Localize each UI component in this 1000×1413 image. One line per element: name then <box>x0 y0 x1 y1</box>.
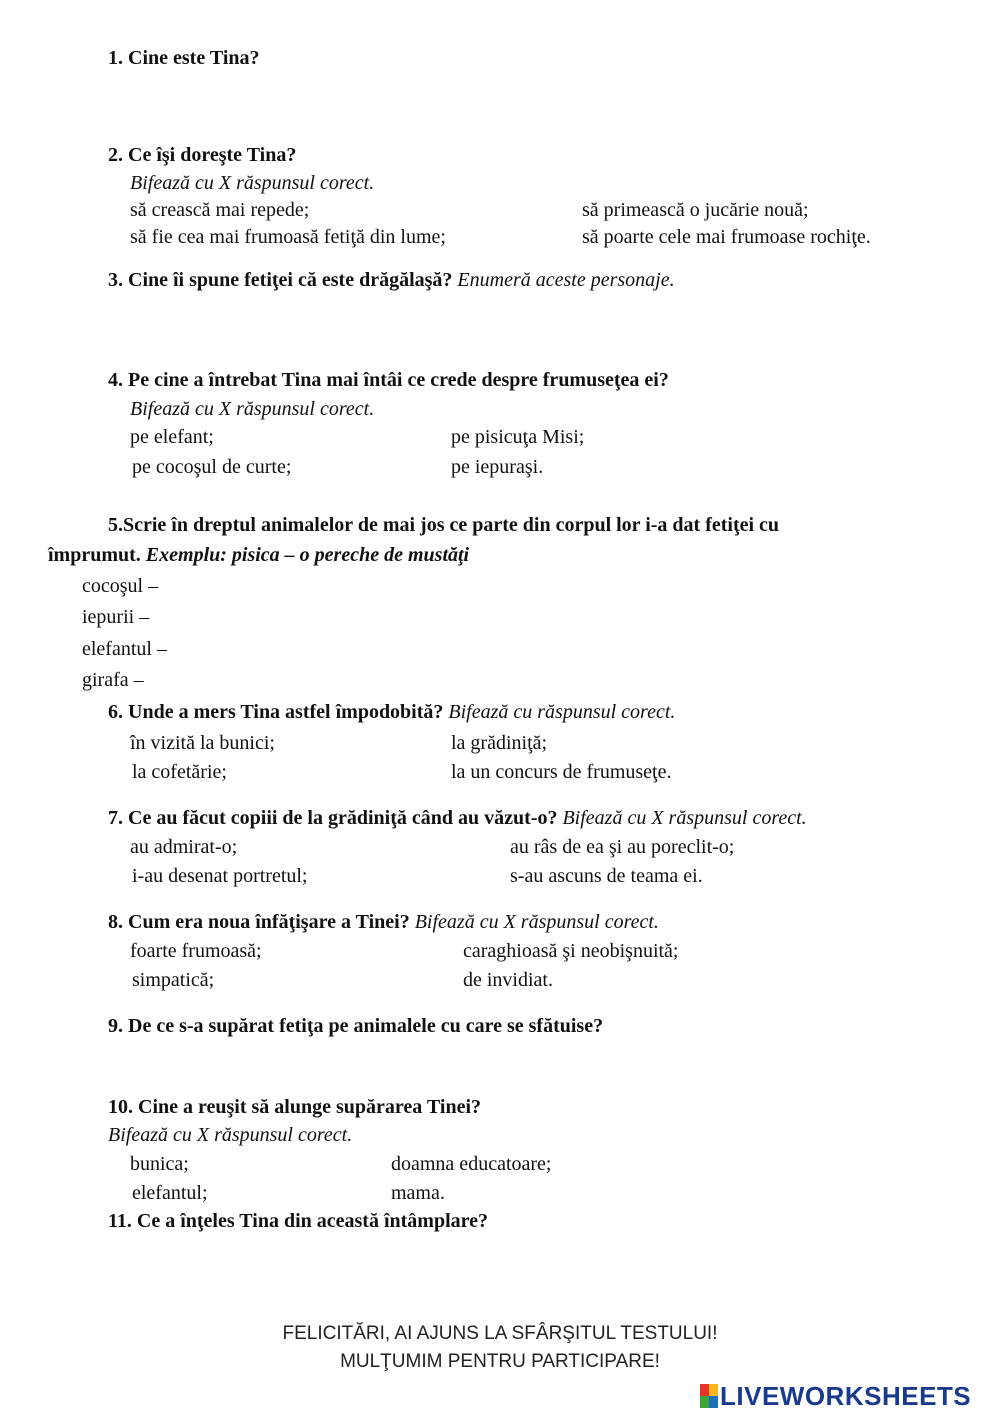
footer-congratulations: FELICITĂRI, AI AJUNS LA SFÂRŞITUL TESTULUI! <box>282 1323 718 1344</box>
question-4-instruction: Bifează cu X răspunsul corect. <box>130 398 375 420</box>
question-2-title: 2. Ce îşi doreşte Tina? <box>108 144 297 166</box>
question-10-option-2[interactable]: doamna educatoare; <box>391 1153 552 1175</box>
question-4-option-3[interactable]: pe cocoşul de curte; <box>132 456 292 478</box>
question-5-title-line2 <box>48 543 469 567</box>
question-6-option-3[interactable]: la cofetărie; <box>132 761 227 783</box>
question-4-option-4[interactable]: pe iepuraşi. <box>451 456 544 478</box>
question-10-instruction: Bifează cu X răspunsul corect. <box>108 1124 353 1146</box>
question-6-option-4[interactable]: la un concurs de frumuseţe. <box>451 761 672 783</box>
question-10-option-3[interactable]: elefantul; <box>132 1182 208 1204</box>
question-6-option-1[interactable]: în vizită la bunici; <box>130 732 275 754</box>
question-3-instruction: Enumeră aceste personaje. <box>457 269 675 291</box>
question-8-option-1[interactable]: foarte frumoasă; <box>130 940 262 962</box>
question-11-title: 11. Ce a înţeles Tina din această întâmplare? <box>108 1210 489 1232</box>
footer-thanks: MULŢUMIM PENTRU PARTICIPARE! <box>340 1351 660 1372</box>
question-2-option-1[interactable]: să crească mai repede; <box>130 199 310 221</box>
question-5-item-1: cocoşul – <box>82 575 159 597</box>
question-10-option-4[interactable]: mama. <box>391 1182 445 1204</box>
question-2-instruction: Bifează cu X răspunsul corect. <box>130 172 375 194</box>
question-3 <box>108 268 675 292</box>
question-7-title: 7. Ce au făcut copiii de la grădiniţă când au văzut-o? <box>108 807 558 829</box>
question-6 <box>108 700 675 724</box>
question-2-option-2[interactable]: să primească o jucărie nouă; <box>582 199 809 221</box>
question-7-option-4[interactable]: s-au ascuns de teama ei. <box>510 865 703 887</box>
question-7-option-1[interactable]: au admirat-o; <box>130 836 238 858</box>
question-5-item-4: girafa – <box>82 669 144 691</box>
question-5-example: Exemplu: pisica – o pereche de mustăţi <box>145 544 470 566</box>
question-9-title: 9. De ce s-a supărat fetiţa pe animalele cu care se sfătuise? <box>108 1015 604 1037</box>
question-10-title: 10. Cine a reuşit să alunge supărarea Tinei? <box>108 1096 482 1118</box>
question-8 <box>108 910 659 934</box>
question-7-instruction: Bifează cu X răspunsul corect. <box>562 807 807 829</box>
question-6-title: 6. Unde a mers Tina astfel împodobită? <box>108 701 444 723</box>
question-2-option-4[interactable]: să poarte cele mai frumoase rochiţe. <box>582 226 871 248</box>
question-3-title: 3. Cine îi spune fetiţei că este drăgălaşă? <box>108 269 453 291</box>
question-7-option-2[interactable]: au râs de ea şi au poreclit-o; <box>510 836 735 858</box>
question-8-instruction: Bifează cu X răspunsul corect. <box>414 911 659 933</box>
question-2-option-3[interactable]: să fie cea mai frumoasă fetiţă din lume; <box>130 226 446 248</box>
question-5-item-2: iepurii – <box>82 606 150 628</box>
liveworksheets-logo <box>700 1380 1000 1412</box>
question-8-option-4[interactable]: de invidiat. <box>463 969 553 991</box>
question-6-instruction: Bifează cu răspunsul corect. <box>448 701 676 723</box>
question-1-title: 1. Cine este Tina? <box>108 47 260 69</box>
question-7 <box>108 806 807 830</box>
question-5-title-line1: 5.Scrie în dreptul animalelor de mai jos ce parte din corpul lor i-a dat fetiţei cu <box>108 514 780 536</box>
question-5-item-3: elefantul – <box>82 638 167 660</box>
question-8-title: 8. Cum era noua înfăţişare a Tinei? <box>108 911 410 933</box>
liveworksheets-logo-icon <box>700 1384 718 1408</box>
question-10-option-1[interactable]: bunica; <box>130 1153 189 1175</box>
question-8-option-2[interactable]: caraghioasă şi neobişnuită; <box>463 940 679 962</box>
question-5-title-end: împrumut. <box>48 544 141 566</box>
question-7-option-3[interactable]: i-au desenat portretul; <box>132 865 308 887</box>
liveworksheets-logo-text: LIVEWORKSHEETS <box>720 1380 972 1411</box>
question-4-option-1[interactable]: pe elefant; <box>130 426 214 448</box>
question-8-option-3[interactable]: simpatică; <box>132 969 215 991</box>
question-4-option-2[interactable]: pe pisicuţa Misi; <box>451 426 585 448</box>
question-4-title: 4. Pe cine a întrebat Tina mai întâi ce crede despre frumuseţea ei? <box>108 369 669 391</box>
question-6-option-2[interactable]: la grădiniţă; <box>451 732 548 754</box>
